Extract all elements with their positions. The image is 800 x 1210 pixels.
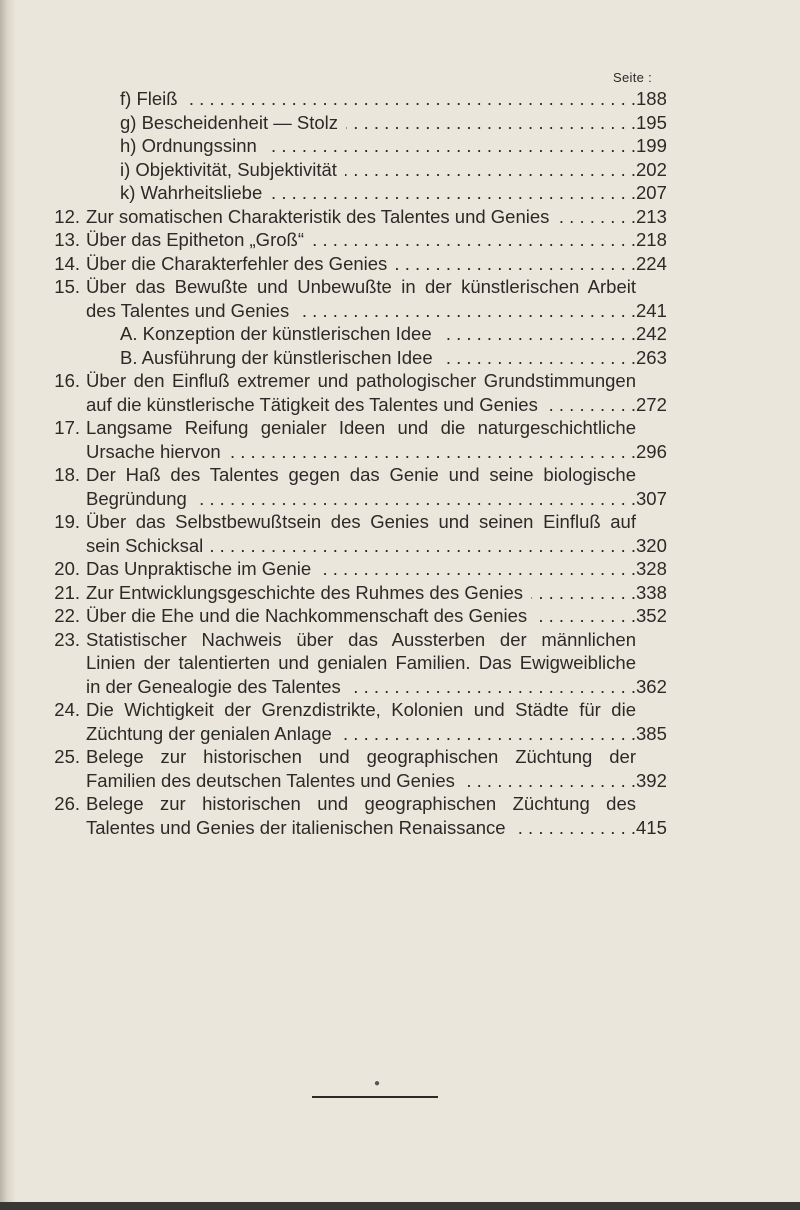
toc-entry-page: 296 <box>636 440 667 462</box>
toc-leader-dots <box>441 345 636 371</box>
toc-entry-page: 241 <box>636 299 667 321</box>
toc-entry-number: 12. <box>54 205 80 227</box>
toc-leader-dots <box>345 157 636 183</box>
toc-leader-dots <box>340 721 636 747</box>
toc-entry-title: A. Konzeption der künstlerischen Idee <box>120 323 432 344</box>
toc-entry-title: Züchtung der genialen Anlage <box>86 722 332 744</box>
toc-entry-number: 19. <box>54 511 80 532</box>
toc-leader-dots <box>546 392 636 418</box>
toc-entry-page: 213 <box>636 205 667 227</box>
toc-leader-dots <box>514 815 636 841</box>
toc-entry <box>0 298 800 324</box>
toc-entry <box>0 392 800 418</box>
toc-leader-dots <box>346 110 636 136</box>
toc-entry-title: Über das Bewußte und Unbewußte in der künstlerischen Arbeit <box>86 276 636 297</box>
toc-entry <box>0 133 800 159</box>
toc-entry <box>0 650 800 676</box>
toc-entry-title: Der Haß des Talentes gegen das Genie und seine biologische <box>86 464 636 485</box>
toc-entry-title: Über die Ehe und die Nachkommenschaft des Genies <box>86 605 528 626</box>
toc-entry <box>0 815 800 841</box>
toc-entry-title: Über den Einfluß extremer und pathologischer Grundstimmungen <box>86 370 636 391</box>
toc-leader-dots <box>270 180 636 206</box>
toc-entry <box>0 86 800 112</box>
toc-entry-page: 320 <box>636 534 667 556</box>
toc-entry-number: 17. <box>54 417 80 438</box>
toc-entry-title: g) Bescheidenheit — Stolz <box>120 111 339 133</box>
toc-leader-dots <box>195 486 636 512</box>
toc-entry <box>0 509 800 535</box>
toc-entry-number: 23. <box>54 628 80 650</box>
toc-entry-number: 21. <box>54 581 80 603</box>
toc-entry-title: f) Fleiß <box>120 88 178 109</box>
toc-entry-title: Zur Entwicklungsgeschichte des Ruhmes des Genies <box>86 581 524 603</box>
toc-entry-title: h) Ordnungssinn <box>120 135 257 156</box>
toc-leader-dots <box>463 768 636 794</box>
toc-entry-title: Talentes und Genies der italienischen Renaissance <box>86 816 506 838</box>
toc-entry-page: 195 <box>636 111 667 133</box>
toc-entry <box>0 439 800 465</box>
toc-entry-title: Das Unpraktische im Genie <box>86 558 312 579</box>
toc-entry-page: 224 <box>636 252 667 274</box>
toc-entry-page: 352 <box>636 605 667 626</box>
toc-entry <box>0 157 800 183</box>
toc-entry-title: Die Wichtigkeit der Grenzdistrikte, Kolonien und Städte für die <box>86 699 636 720</box>
toc-leader-dots <box>531 580 636 606</box>
ornament-dot: ● <box>374 1078 381 1089</box>
toc-leader-dots <box>186 86 636 112</box>
toc-leader-dots <box>319 556 636 582</box>
toc-entry-page: 202 <box>636 158 667 180</box>
toc-entry-title: in der Genealogie des Talentes <box>86 675 341 697</box>
toc-entry-title: Belege zur historischen und geographischen Züchtung des <box>86 793 636 814</box>
toc-entry <box>0 556 800 582</box>
toc-entry-page: 263 <box>636 346 667 368</box>
toc-entry <box>0 791 800 817</box>
toc-entry-title: Familien des deutschen Talentes und Genies <box>86 769 455 791</box>
toc-entry <box>0 533 800 559</box>
toc-entry <box>0 721 800 747</box>
toc-entry-title: B. Ausführung der künstlerischen Idee <box>120 346 433 368</box>
page-bottom-edge <box>0 1202 800 1210</box>
toc-entry-page: 415 <box>636 816 667 838</box>
toc-entry-page: 392 <box>636 769 667 791</box>
toc-entry <box>0 462 800 488</box>
toc-entry-title: Zur somatischen Charakteristik des Talentes und Genies <box>86 205 550 227</box>
toc-entry-title: Ursache hiervon <box>86 440 221 462</box>
toc-entry-number: 22. <box>54 605 80 626</box>
toc-entry-page: 188 <box>636 88 667 109</box>
page-column-header: Seite : <box>613 70 652 85</box>
toc-entry-number: 16. <box>54 370 80 391</box>
toc-entry-page: 272 <box>636 393 667 415</box>
toc-leader-dots <box>297 298 636 324</box>
toc-entry-number: 20. <box>54 558 80 579</box>
toc-entry-number: 15. <box>54 276 80 297</box>
toc-entry <box>0 415 800 441</box>
toc-entry <box>0 486 800 512</box>
closing-rule <box>312 1096 438 1098</box>
toc-entry <box>0 321 800 347</box>
toc-entry <box>0 110 800 136</box>
toc-entry <box>0 227 800 253</box>
toc-entry-title: i) Objektivität, Subjektivität <box>120 158 337 180</box>
toc-entry-page: 385 <box>636 722 667 744</box>
toc-leader-dots <box>211 533 636 559</box>
toc-entry-number: 24. <box>54 699 80 720</box>
toc-entry-number: 13. <box>54 229 80 250</box>
toc-entry-page: 199 <box>636 135 667 156</box>
toc-entry <box>0 274 800 300</box>
toc-leader-dots <box>440 321 636 347</box>
toc-entry-page: 207 <box>636 182 667 203</box>
toc-leader-dots <box>312 227 636 253</box>
toc-entry-number: 25. <box>54 746 80 767</box>
toc-entry-title: Begründung <box>86 487 187 509</box>
toc-entry <box>0 368 800 394</box>
toc-entry-title: Langsame Reifung genialer Ideen und die naturgeschichtliche <box>86 417 636 438</box>
toc-entry <box>0 345 800 371</box>
toc-entry-title: Linien der talentierten und genialen Familien. Das Ewigweibliche <box>86 652 636 673</box>
toc-entry <box>0 251 800 277</box>
toc-entry-number: 14. <box>54 252 80 274</box>
toc-entry <box>0 768 800 794</box>
toc-entry <box>0 627 800 653</box>
toc-entry-title: Statistischer Nachweis über das Aussterben der männlichen <box>86 628 636 650</box>
toc-entry-number: 26. <box>54 793 80 814</box>
toc-entry <box>0 744 800 770</box>
toc-leader-dots <box>557 204 636 230</box>
toc-entry-title: sein Schicksal <box>86 534 204 556</box>
toc-leader-dots <box>229 439 636 465</box>
toc-entry-title: Belege zur historischen und geographischen Züchtung der <box>86 746 636 767</box>
toc-entry <box>0 674 800 700</box>
toc-entry-page: 307 <box>636 487 667 509</box>
toc-entry-title: Über das Selbstbewußtsein des Genies und seinen Einfluß auf <box>86 511 636 532</box>
toc-entry-number: 18. <box>54 464 80 485</box>
toc-entry <box>0 180 800 206</box>
toc-entry-page: 328 <box>636 558 667 579</box>
toc-entry <box>0 204 800 230</box>
toc-leader-dots <box>349 674 636 700</box>
toc-entry <box>0 697 800 723</box>
toc-leader-dots <box>395 251 636 277</box>
toc-entry-page: 362 <box>636 675 667 697</box>
toc-entry-page: 338 <box>636 581 667 603</box>
toc-entry <box>0 603 800 629</box>
toc-entry-title: auf die künstlerische Tätigkeit des Talentes und Genies <box>86 393 538 415</box>
toc-entry-title: Über die Charakterfehler des Genies <box>86 252 388 274</box>
toc-leader-dots <box>535 603 636 629</box>
toc-entry-title: Über das Epitheton „Groß“ <box>86 229 304 250</box>
toc-entry-title: k) Wahrheitsliebe <box>120 182 263 203</box>
toc-leader-dots <box>265 133 636 159</box>
toc-entry-page: 242 <box>636 323 667 344</box>
toc-entry-title: des Talentes und Genies <box>86 299 290 321</box>
toc-entry-page: 218 <box>636 229 667 250</box>
toc-entry <box>0 580 800 606</box>
